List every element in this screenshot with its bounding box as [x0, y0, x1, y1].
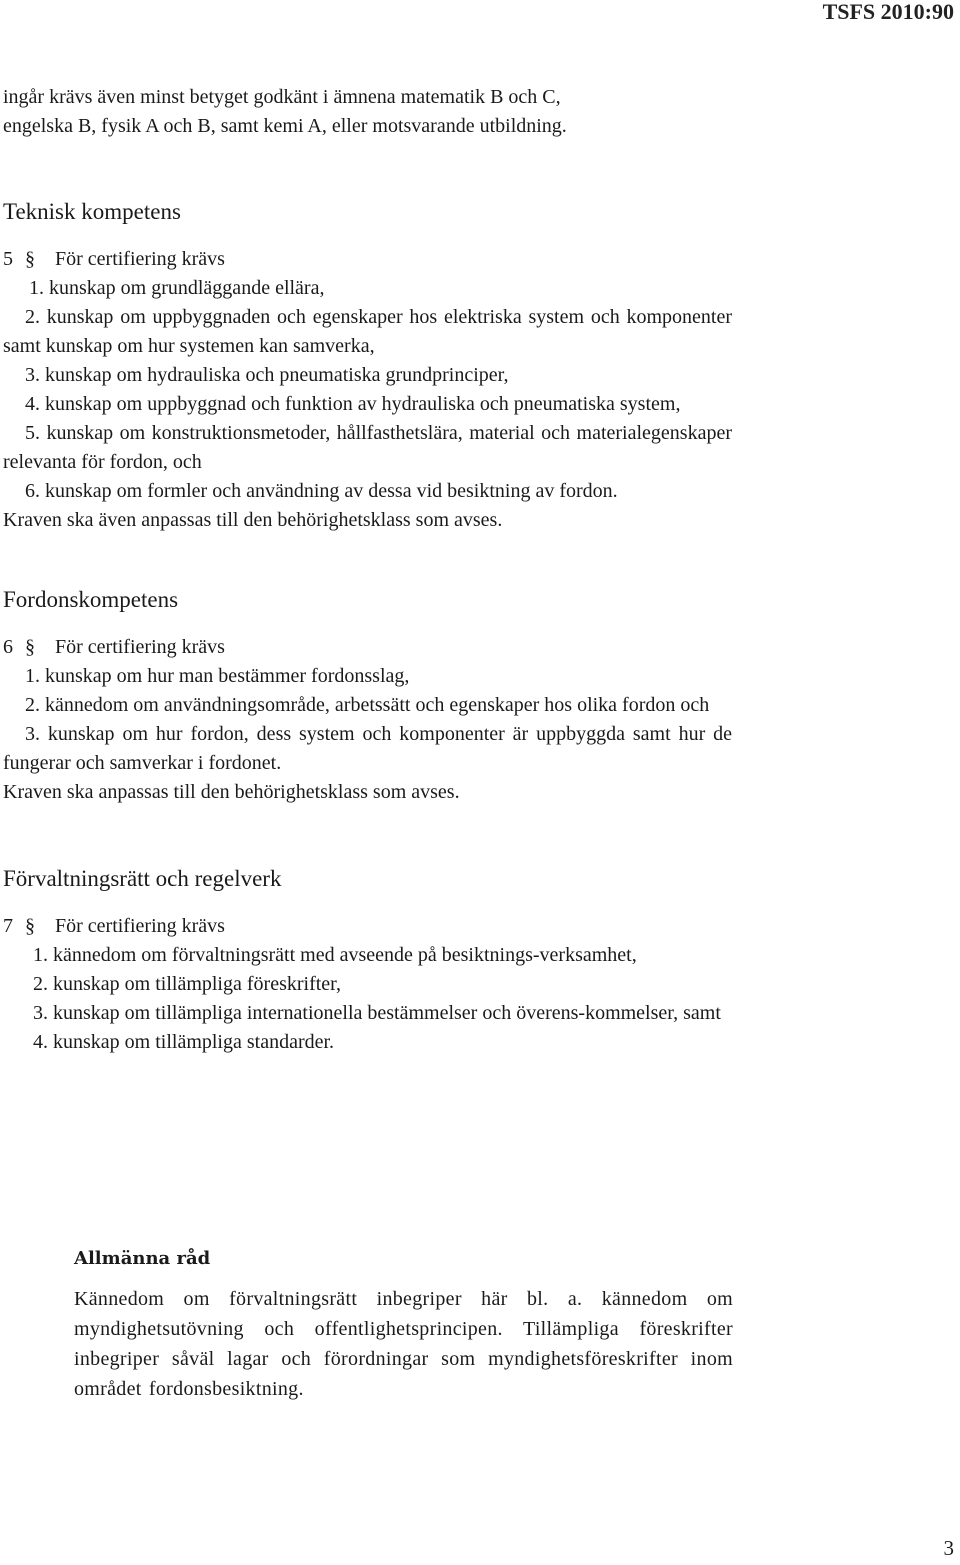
section-paragraph-lead: [3, 912, 732, 941]
section-heading: Fordonskompetens: [3, 587, 179, 612]
list-item: 2. kunskap om uppbyggnaden och egenskaper hos elektriska system och komponenter samt kunskap om hur systemen kan samverka,: [3, 306, 732, 357]
list-item: 3. kunskap om tillämpliga internationella bestämmelser och överens-kommelser, samt: [33, 1002, 721, 1024]
section-symbol: §: [25, 636, 35, 658]
document-body: [3, 83, 732, 1057]
section-lead-text: För certifiering krävs: [55, 248, 225, 270]
section-number: 6: [3, 636, 13, 658]
general-advice-box: [74, 1245, 733, 1404]
list-item: 4. kunskap om uppbyggnad och funktion av hydrauliska och pneumatiska system,: [25, 393, 681, 415]
section-lead-text: För certifiering krävs: [55, 915, 225, 937]
general-advice-heading: Allmänna råd: [74, 1248, 211, 1269]
section-number: 5: [3, 248, 13, 270]
page-number: 3: [943, 1536, 954, 1560]
intro-line: ingår krävs även minst betyget godkänt i ämnena matematik B och C,: [3, 86, 561, 108]
intro-line: engelska B, fysik A och B, samt kemi A, eller motsvarande utbildning.: [3, 115, 567, 137]
list-item: 1. kännedom om förvaltningsrätt med avseende på besiktnings-verksamhet,: [33, 944, 637, 966]
section-symbol: §: [25, 248, 35, 270]
section-symbol: §: [25, 915, 35, 937]
list-item: 1. kunskap om hur man bestämmer fordonsslag,: [25, 665, 410, 687]
section-lead-text: För certifiering krävs: [55, 636, 225, 658]
list-item: 3. kunskap om hydrauliska och pneumatiska grundprinciper,: [25, 364, 509, 386]
list-item: 3. kunskap om hur fordon, dess system och komponenter är uppbyggda samt hur de fungerar och samverkar i fordonet.: [3, 723, 732, 774]
list-item: 6. kunskap om formler och användning av dessa vid besiktning av fordon.: [25, 480, 618, 502]
list-item: 5. kunskap om konstruktionsmetoder, hållfasthetslära, material och materialegenskaper relevanta för fordon, och: [3, 422, 732, 473]
section-closing: Kraven ska även anpassas till den behörighetsklass som avses.: [3, 509, 503, 531]
section-closing: Kraven ska anpassas till den behörighetsklass som avses.: [3, 781, 460, 803]
section-heading: Förvaltningsrätt och regelverk: [3, 866, 282, 891]
list-item: 2. kännedom om användningsområde, arbetssätt och egenskaper hos olika fordon och: [25, 694, 710, 716]
list-item: 1. kunskap om grundläggande ellära,: [29, 277, 325, 299]
list-item: 4. kunskap om tillämpliga standarder.: [33, 1031, 335, 1053]
document-code: TSFS 2010:90: [822, 0, 954, 24]
section-paragraph-lead: [3, 633, 732, 662]
section-number: 7: [3, 915, 13, 937]
general-advice-text: Kännedom om förvaltningsrätt inbegriper här bl. a. kännedom om myndighetsutövning och offentlighetsprincipen. Tillämpliga föreskrifter inbegriper såväl lagar och förordningar som myndighetsföreskrifter inom området fordonsbesiktning.: [74, 1288, 733, 1400]
section-paragraph-lead: [3, 245, 732, 274]
list-item: 2. kunskap om tillämpliga föreskrifter,: [33, 973, 342, 995]
section-heading: Teknisk kompetens: [3, 199, 181, 224]
